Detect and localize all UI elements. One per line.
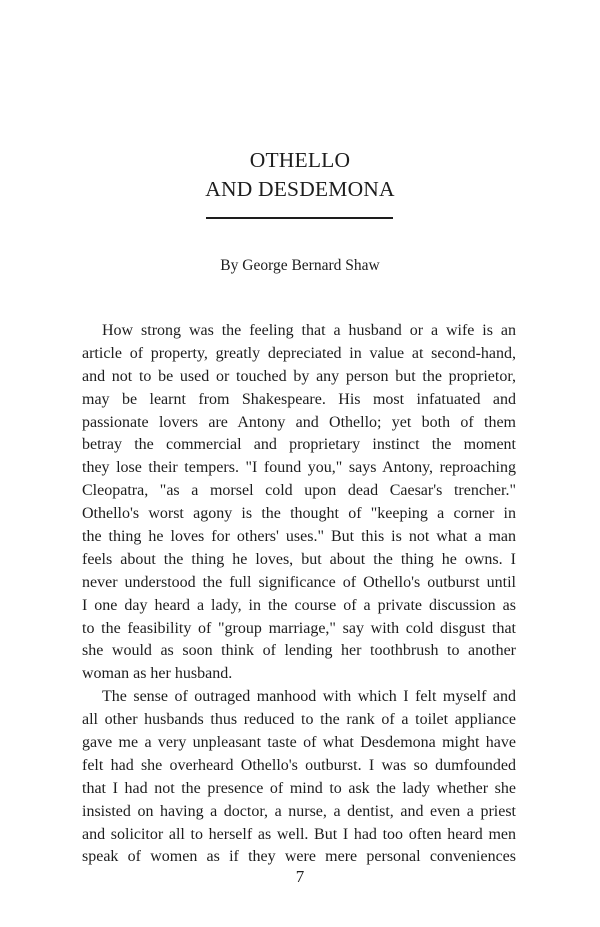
text-line: Cleopatra, "as a morsel cold upon dead Caesar's trencher.": [82, 482, 516, 500]
text-line: I one day heard a lady, in the course of a private discussion as: [82, 596, 516, 614]
text-line: she would as soon think of lending her toothbrush to another: [82, 642, 516, 660]
text-line: they lose their tempers. "I found you," says Antony, reproaching: [82, 459, 516, 477]
page-number: 7: [295, 867, 305, 886]
chapter-title-line-1: OTHELLO: [249, 148, 351, 172]
text-line: the thing he loves for others' uses." But this is not what a man: [82, 528, 516, 546]
text-line: gave me a very unpleasant taste of what Desdemona might have: [82, 734, 516, 752]
text-line: and solicitor all to herself as well. But I had too often heard men: [82, 825, 516, 843]
text-line: may be learnt from Shakespeare. His most infatuated and: [82, 390, 516, 408]
text-line: article of property, greatly depreciated in value at second-hand,: [82, 344, 516, 362]
chapter-title-line-2: AND DESDEMONA: [205, 177, 395, 201]
text-line: never understood the full significance of Othello's outburst until: [82, 573, 516, 591]
title-divider: [206, 217, 393, 219]
text-line: woman as her husband.: [82, 665, 233, 683]
text-line: passionate lovers are Antony and Othello; yet both of them: [82, 413, 516, 431]
text-line: The sense of outraged manhood with which I felt myself and: [102, 688, 516, 706]
text-line: Othello's worst agony is the thought of "keeping a corner in: [82, 505, 516, 523]
text-line: feels about the thing he loves, but about the thing he owns. I: [82, 550, 516, 568]
text-line: betray the commercial and proprietary instinct the moment: [82, 436, 516, 454]
text-line: felt had she overheard Othello's outburst. I was so dumfounded: [82, 756, 516, 774]
text-line: and not to be used or touched by any person but the proprietor,: [82, 367, 516, 385]
author-byline: By George Bernard Shaw: [220, 257, 380, 274]
text-line: to the feasibility of "group marriage," say with cold disgust that: [82, 619, 516, 637]
text-line: How strong was the feeling that a husband or a wife is an: [102, 322, 516, 339]
body-text: [82, 320, 516, 869]
text-line: all other husbands thus reduced to the rank of a toilet appliance: [82, 711, 516, 729]
text-line: speak of women as if they were mere personal conveniences: [82, 848, 516, 866]
text-line: insisted on having a doctor, a nurse, a dentist, and even a priest: [82, 802, 516, 820]
text-line: that I had not the presence of mind to ask the lady whether she: [82, 779, 516, 797]
